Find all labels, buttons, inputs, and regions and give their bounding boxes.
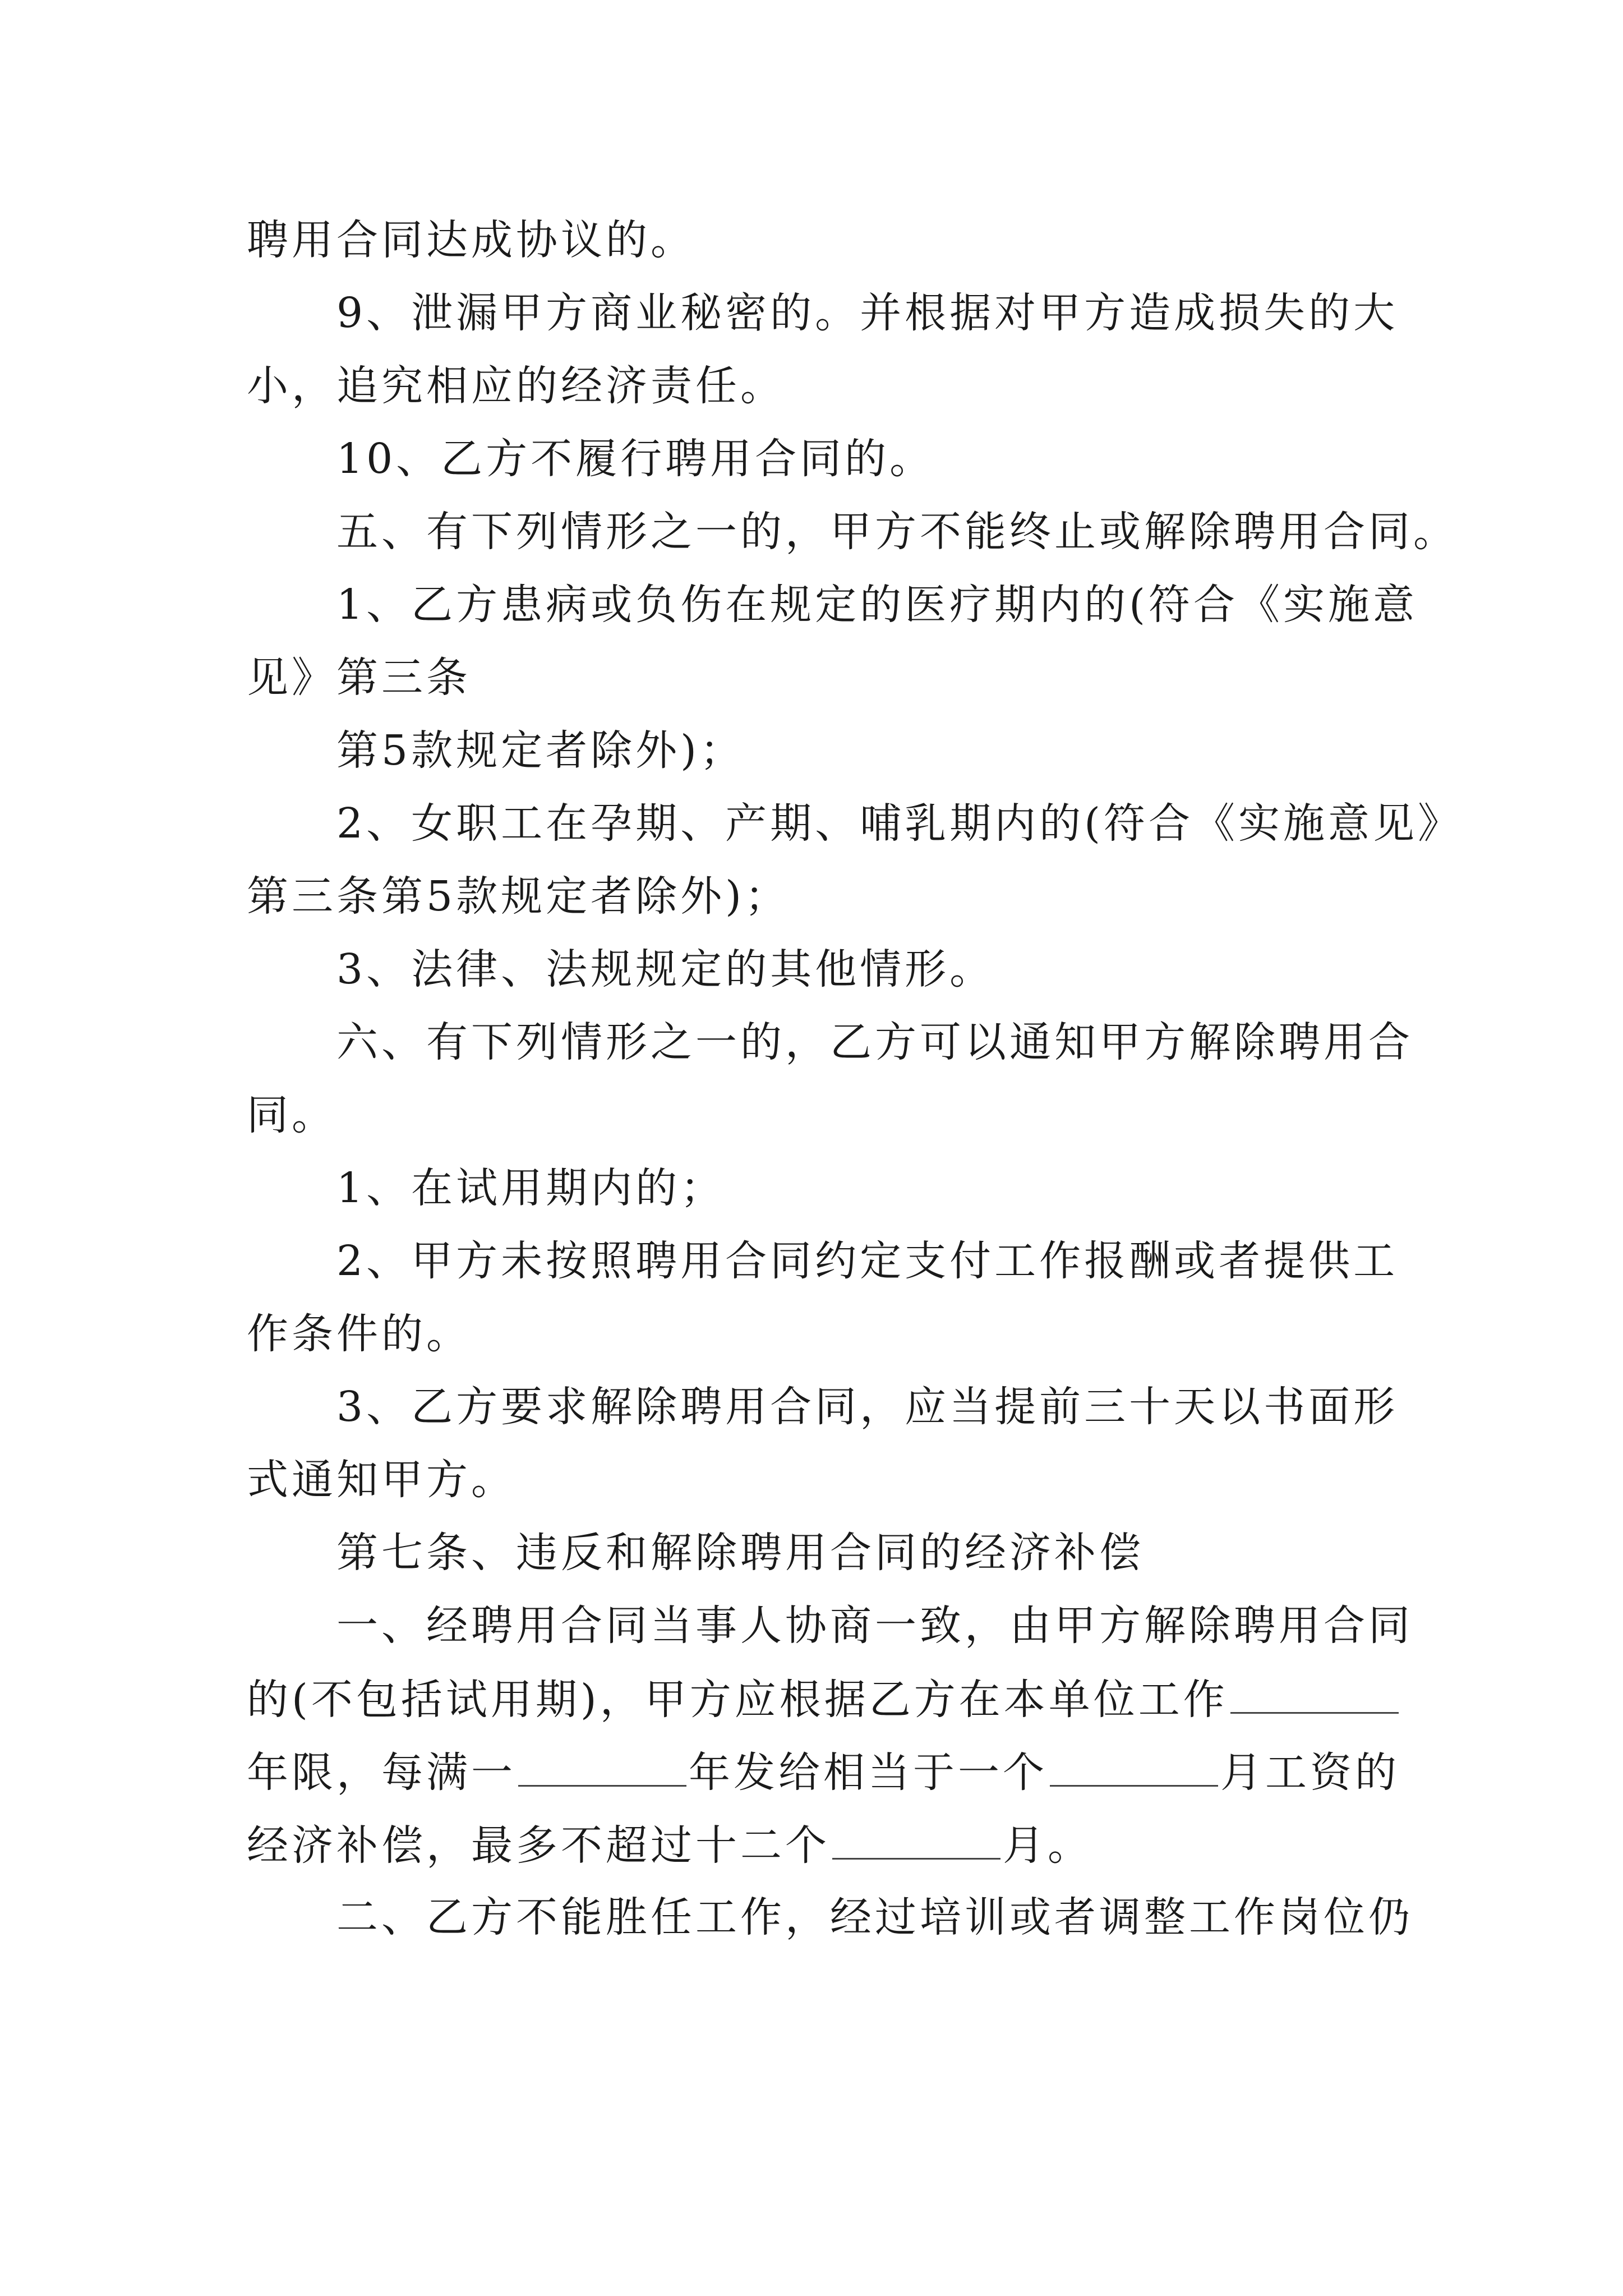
text-line: 第三条第5款规定者除外)；	[247, 872, 790, 921]
text-segment: 的(不包括试用期)，甲方应根据乙方在本单位工作	[247, 1676, 1228, 1724]
fill-in-blank	[832, 1816, 1000, 1860]
text-line	[247, 1816, 1092, 1874]
text-line: 9、泄漏甲方商业秘密的。并根据对甲方造成损失的大	[336, 289, 1399, 337]
text-line: 2、甲方未按照聘用合同约定支付工作报酬或者提供工	[336, 1237, 1399, 1285]
text-segment: 年限，每满一	[247, 1749, 516, 1797]
text-line: 小，追究相应的经济责任。	[247, 362, 785, 410]
text-segment: 月。	[1003, 1821, 1092, 1870]
text-line: 3、法律、法规规定的其他情形。	[336, 945, 995, 993]
text-line: 见》第三条	[247, 654, 471, 702]
fill-in-blank	[518, 1743, 686, 1787]
text-line: 同。	[247, 1091, 336, 1139]
text-segment: 经济补偿，最多不超过十二个	[247, 1821, 830, 1870]
text-line: 聘用合同达成协议的。	[247, 216, 695, 264]
text-line: 一、经聘用合同当事人协商一致，由甲方解除聘用合同	[336, 1602, 1413, 1650]
section-heading: 第七条、违反和解除聘用合同的经济补偿	[336, 1529, 1144, 1577]
text-line: 六、有下列情形之一的，乙方可以通知甲方解除聘用合	[336, 1018, 1413, 1066]
text-line: 五、有下列情形之一的，甲方不能终止或解除聘用合同。	[336, 508, 1458, 556]
text-segment: 年发给相当于一个	[689, 1749, 1048, 1797]
text-line	[247, 1671, 1401, 1728]
text-line: 作条件的。	[247, 1310, 471, 1358]
text-line	[247, 1743, 1400, 1801]
text-line: 10、乙方不履行聘用合同的。	[336, 435, 935, 483]
text-line: 第5款规定者除外)；	[336, 726, 745, 775]
text-segment: 月工资的	[1220, 1749, 1400, 1797]
text-line: 1、在试用期内的；	[336, 1164, 726, 1212]
fill-in-blank	[1230, 1671, 1399, 1714]
fill-in-blank	[1050, 1743, 1218, 1787]
text-line: 二、乙方不能胜任工作，经过培训或者调整工作岗位仍	[336, 1893, 1413, 1941]
text-line: 3、乙方要求解除聘用合同，应当提前三十天以书面形	[336, 1383, 1399, 1431]
text-line: 2、女职工在孕期、产期、哺乳期内的(符合《实施意见》	[336, 799, 1463, 848]
text-line: 1、乙方患病或负伤在规定的医疗期内的(符合《实施意	[336, 581, 1418, 629]
text-line: 式通知甲方。	[247, 1456, 516, 1504]
